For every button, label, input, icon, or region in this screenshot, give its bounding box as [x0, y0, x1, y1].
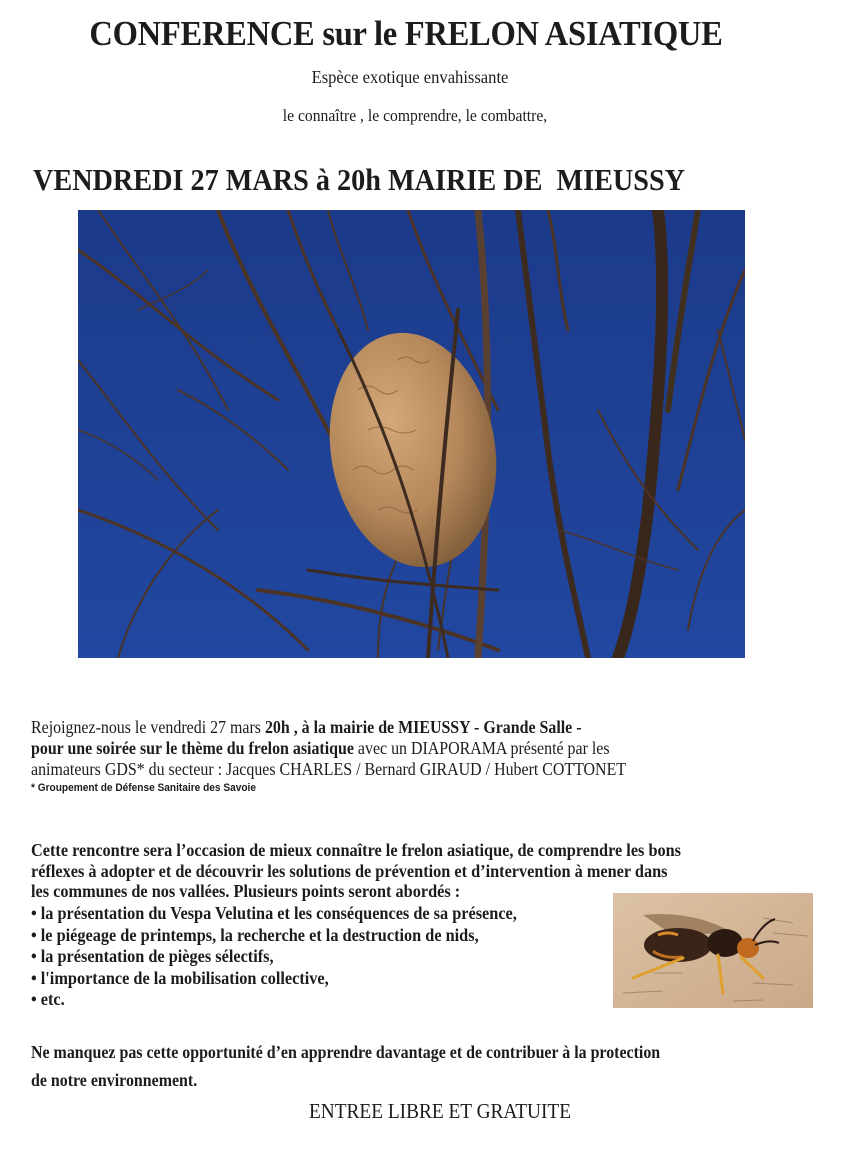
- intro-text: Rejoignez-nous le vendredi 27 mars: [31, 717, 265, 737]
- intro-time-place: 20h , à la mairie de MIEUSSY - Grande Salle -: [264, 717, 582, 737]
- free-entry-notice: ENTREE LIBRE ET GRATUITE: [308, 1099, 572, 1123]
- intro-text: avec un DIAPORAMA présenté par les: [353, 738, 610, 758]
- list-item: • la présentation du Vespa Velutina et les conséquences de sa présence,: [31, 903, 517, 923]
- closing-line: Ne manquez pas cette opportunité d’en apprendre davantage et de contribuer à la protection: [31, 1042, 661, 1062]
- closing-line: de notre environnement.: [31, 1070, 198, 1090]
- intro-theme: pour une soirée sur le thème du frelon asiatique: [31, 738, 354, 758]
- intro-speakers: animateurs GDS* du secteur : Jacques CHARLES / Bernard GIRAUD / Hubert COTTONET: [31, 759, 627, 779]
- description-line: Cette rencontre sera l’occasion de mieux connaître le frelon asiatique, de comprendre les bons: [31, 840, 682, 860]
- description-line: les communes de nos vallées. Plusieurs points seront abordés :: [31, 881, 461, 901]
- tagline: le connaître , le comprendre, le combattre,: [282, 106, 548, 125]
- event-date-location: VENDREDI 27 MARS à 20h MAIRIE DE MIEUSSY: [33, 162, 686, 197]
- description-paragraph: [31, 840, 681, 902]
- description-line: réflexes à adopter et de découvrir les solutions de prévention et d’intervention à mener dans: [31, 860, 668, 881]
- list-item: • l'importance de la mobilisation collective,: [31, 967, 329, 988]
- nest-photo: [78, 210, 745, 658]
- hornet-head: [737, 938, 759, 958]
- list-item: • le piégeage de printemps, la recherche et la destruction de nids,: [31, 924, 479, 945]
- list-item: • la présentation de pièges sélectifs,: [31, 946, 274, 966]
- hornet-photo: [613, 893, 813, 1008]
- closing-paragraph: [31, 1038, 660, 1094]
- hornet-thorax: [707, 929, 743, 957]
- footnote: * Groupement de Défense Sanitaire des Savoie: [31, 782, 256, 794]
- list-item: • etc.: [31, 989, 65, 1009]
- intro-paragraph: [31, 717, 759, 780]
- topics-list: [31, 903, 517, 1011]
- subtitle: Espèce exotique envahissante: [311, 67, 509, 87]
- page-title: CONFERENCE sur le FRELON ASIATIQUE: [89, 14, 723, 53]
